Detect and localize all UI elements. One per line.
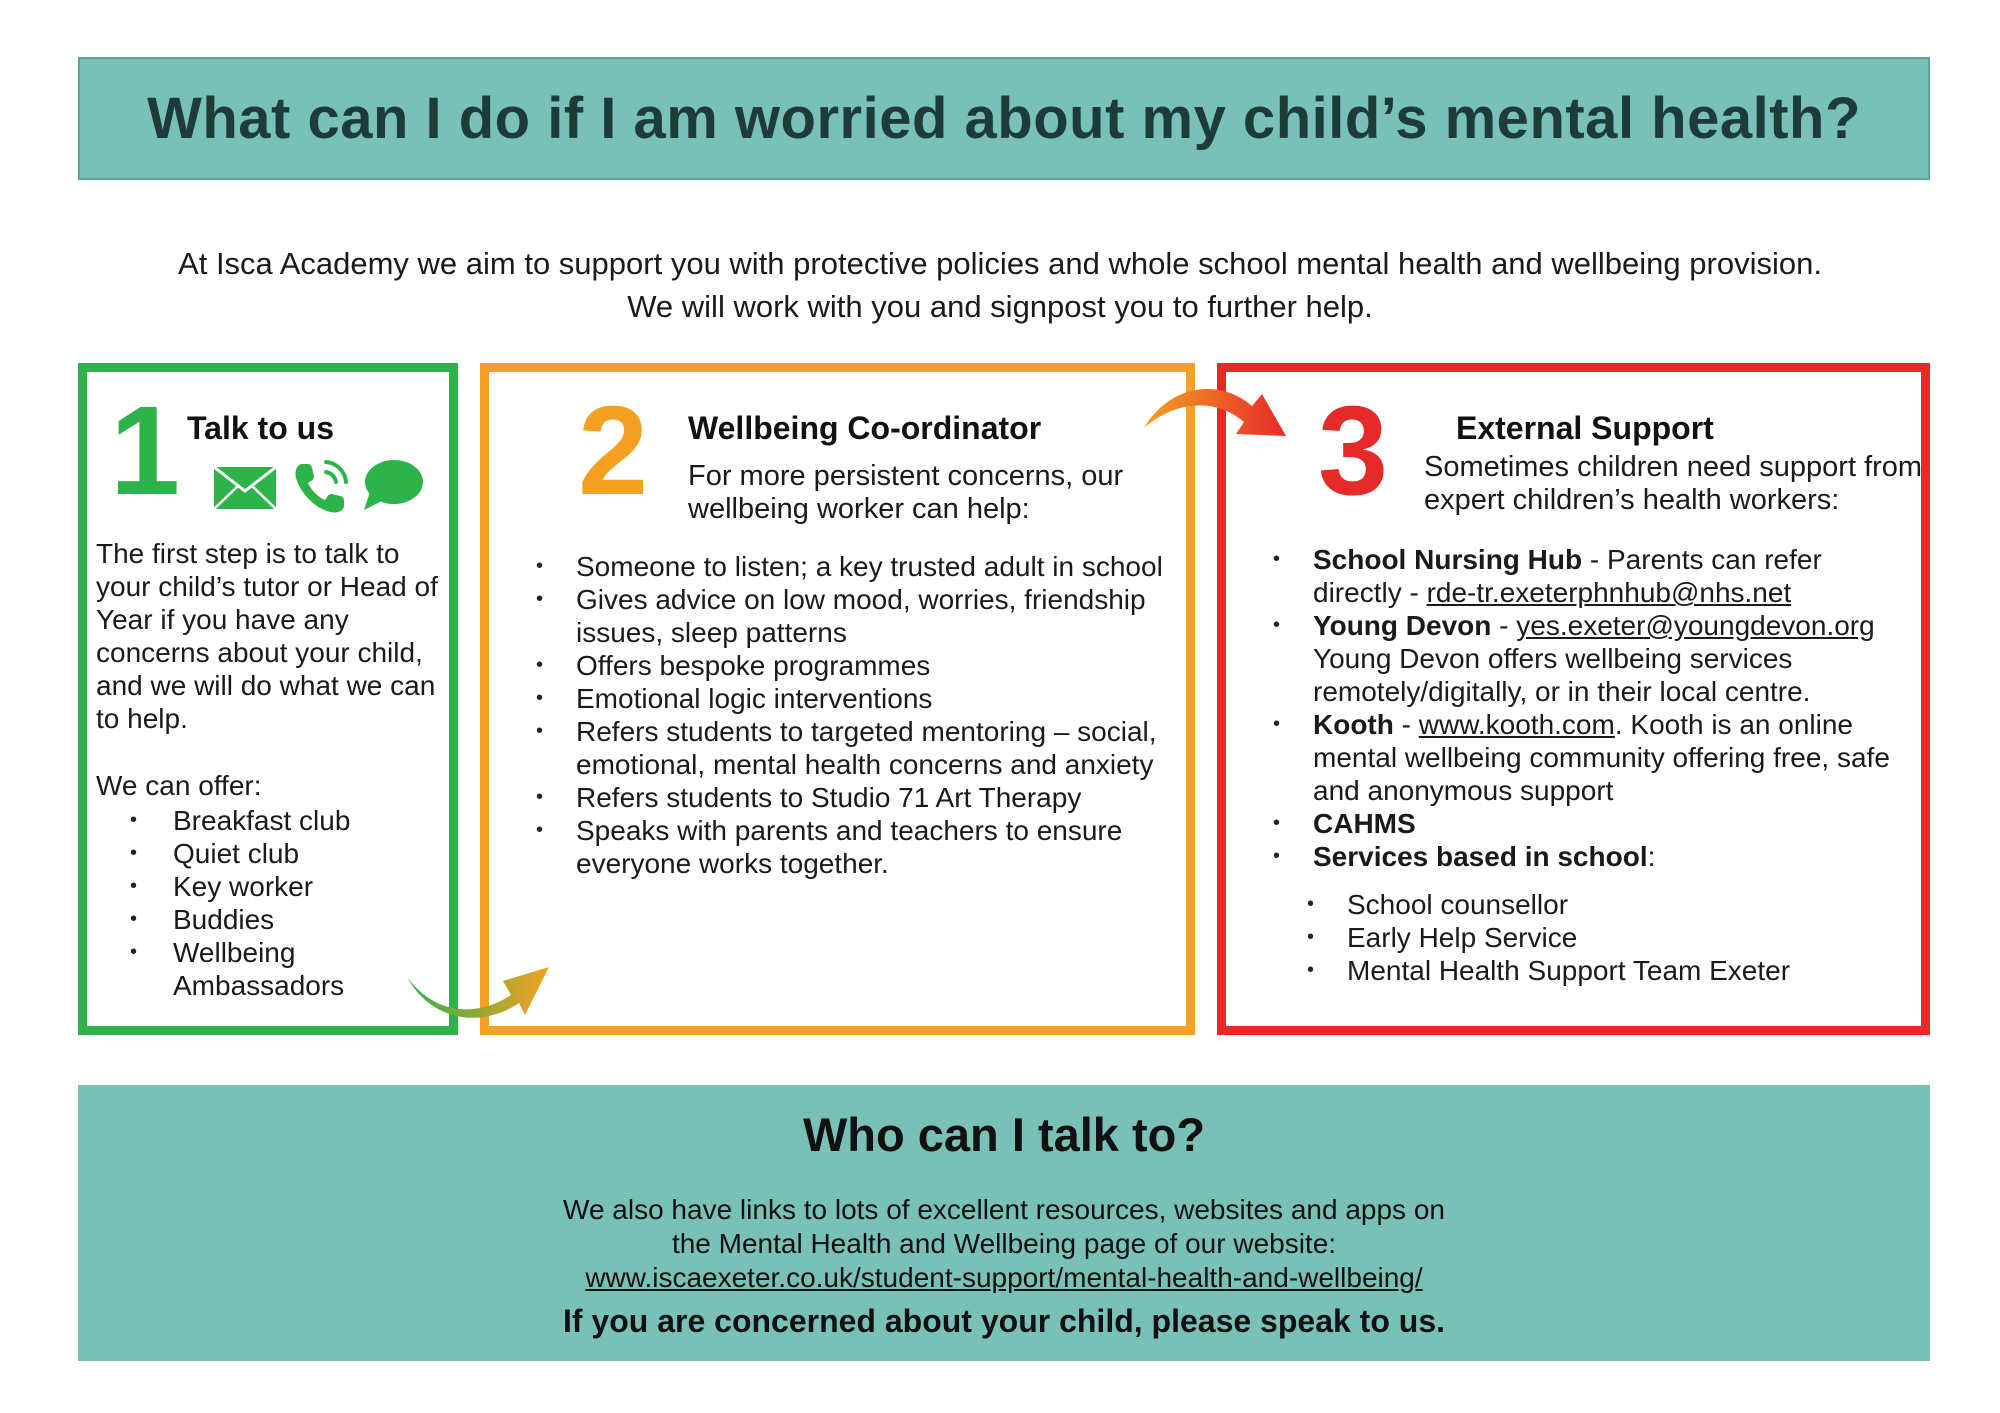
- intro-text: [0, 242, 2000, 328]
- step1-number: 1: [110, 380, 181, 521]
- kooth-sep: -: [1393, 709, 1419, 740]
- kooth-link[interactable]: www.kooth.com: [1418, 709, 1615, 740]
- kooth-text: . Kooth is an online mental wellbeing community offering free, safe and anonymous support: [1313, 709, 1890, 806]
- step3-subtitle: Sometimes children need support from expert children’s health workers:: [1424, 451, 1923, 516]
- step1-title: Talk to us: [187, 410, 334, 446]
- young-devon-sep: -: [1491, 610, 1517, 641]
- list-item: • Gives advice on low mood, worries, friendship issues, sleep patterns: [576, 583, 1176, 649]
- step1-paragraph: The first step is to talk to your child’s tutor or Head of Year if you have any concerns about your child, and we will do what we can to help.: [96, 538, 438, 734]
- school-services-list: [1347, 888, 1907, 987]
- list-item: • Wellbeing Ambassadors: [173, 936, 453, 1002]
- step2-number: 2: [578, 380, 649, 521]
- step3-title: External Support: [1456, 410, 1714, 446]
- step2-title: Wellbeing Co-ordinator: [688, 410, 1042, 446]
- step3-number: 3: [1318, 380, 1389, 521]
- footer-title: Who can I talk to?: [802, 1108, 1206, 1161]
- chat-icon: [362, 458, 424, 512]
- nursing-email-link[interactable]: rde-tr.exeterphnhub@nhs.net: [1426, 577, 1792, 608]
- list-item: • School counsellor: [1347, 888, 1907, 921]
- young-devon-name: Young Devon: [1313, 610, 1492, 641]
- list-item-cahms: [1313, 807, 1913, 840]
- list-item: • Offers bespoke programmes: [576, 649, 1176, 682]
- footer-line-1: We also have links to lots of excellent resources, websites and apps on: [563, 1194, 1445, 1225]
- list-item: • Someone to listen; a key trusted adult in school: [576, 550, 1176, 583]
- step3-list: [1313, 543, 1913, 873]
- footer-body: [78, 1193, 1930, 1295]
- list-item: • Speaks with parents and teachers to ensure everyone works together.: [576, 814, 1176, 880]
- list-item: • Quiet club: [173, 837, 453, 870]
- header-banner: [78, 57, 1930, 180]
- list-item: • Refers students to Studio 71 Art Therapy: [576, 781, 1176, 814]
- curved-arrow-icon: [403, 957, 553, 1027]
- intro-line-1: At Isca Academy we aim to support you with protective policies and whole school mental health and wellbeing provision.: [178, 246, 1822, 281]
- footer-line-2: the Mental Health and Wellbeing page of our website:: [671, 1228, 1337, 1259]
- list-item-kooth: [1313, 708, 1913, 807]
- list-item: • Buddies: [173, 903, 453, 936]
- page-title: What can I do if I am worried about my child’s mental health?: [147, 86, 1861, 151]
- list-item: • Refers students to targeted mentoring – social, emotional, mental health concerns and anxiety: [576, 715, 1176, 781]
- school-services-label: Services based in school: [1313, 841, 1648, 872]
- list-item: • Breakfast club: [173, 804, 453, 837]
- cahms-label: CAHMS: [1313, 808, 1416, 839]
- mail-icon: [214, 467, 276, 509]
- step2-subtitle: For more persistent concerns, our wellbeing worker can help:: [688, 460, 1124, 525]
- young-devon-email-link[interactable]: yes.exeter@youngdevon.org: [1516, 610, 1875, 641]
- nursing-text: - Parents can refer directly -: [1313, 544, 1822, 608]
- step2-list: [576, 550, 1176, 880]
- list-item-nursing: [1313, 543, 1913, 609]
- list-item: • Key worker: [173, 870, 453, 903]
- list-item-young-devon: [1313, 609, 1913, 708]
- young-devon-text: Young Devon offers wellbeing services remotely/digitally, or in their local centre.: [1313, 643, 1811, 707]
- list-item-school-services: • Services based in school:: [1313, 840, 1913, 873]
- footer-banner: [78, 1085, 1930, 1361]
- footer-closing: If you are concerned about your child, please speak to us.: [562, 1303, 1445, 1339]
- footer-website-link[interactable]: www.iscaexeter.co.uk/student-support/mental-health-and-wellbeing/: [585, 1262, 1423, 1293]
- intro-line-2: We will work with you and signpost you to further help.: [627, 289, 1373, 324]
- list-item: • Emotional logic interventions: [576, 682, 1176, 715]
- nursing-name: School Nursing Hub: [1313, 544, 1583, 575]
- curved-arrow-icon: [1140, 372, 1290, 442]
- list-item: • Mental Health Support Team Exeter: [1347, 954, 1907, 987]
- kooth-name: Kooth: [1313, 709, 1394, 740]
- phone-icon: [292, 460, 348, 516]
- list-item: • Early Help Service: [1347, 921, 1907, 954]
- offer-label: We can offer:: [96, 770, 262, 801]
